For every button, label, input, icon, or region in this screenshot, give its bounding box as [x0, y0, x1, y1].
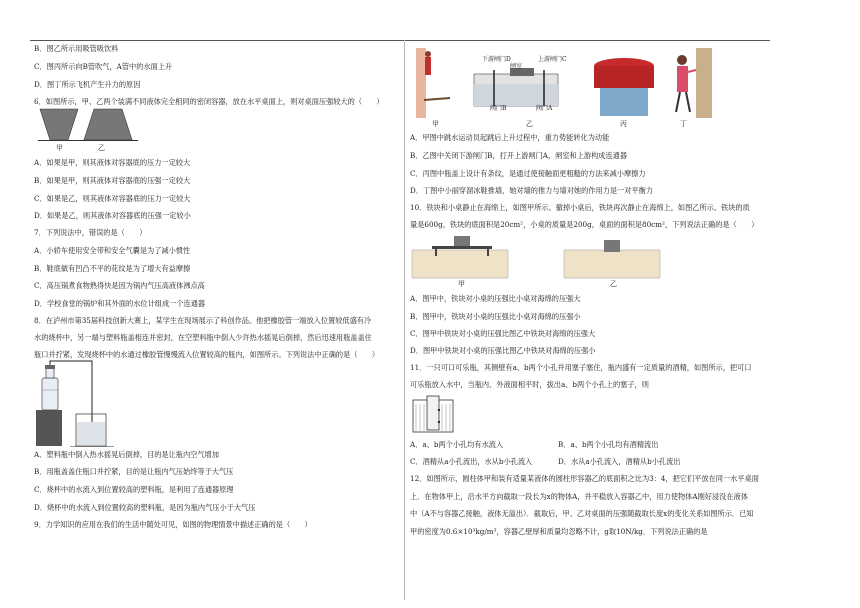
- coke-bottle: [427, 396, 439, 430]
- q10-option-c: C．图甲中铁块对小桌的压强比图乙中铁块对海绵的压强大: [410, 329, 596, 338]
- plastic-bottle: [42, 378, 58, 410]
- springboard: [424, 98, 450, 100]
- q10-stem-line1: 10．铁块和小桌静止在海绵上，如图甲所示。撤掉小桌后，铁块再次静止在海绵上，如图乙所示。铁块的质: [410, 203, 750, 212]
- q10-label-jia: 甲: [458, 280, 465, 288]
- q8-option-d: D．烧杯中的水流入到位置较高的塑料瓶，是因为瓶内气压小于大气压: [34, 503, 256, 512]
- sponge-yi: [564, 250, 660, 278]
- q11-bottle-in-water-figure: [412, 394, 456, 434]
- lock-label-a: 阀门A: [536, 105, 553, 112]
- water-bottle: [600, 88, 648, 116]
- small-table-top: [432, 246, 492, 249]
- q12-stem-line2: 上．在物体甲上，沿水平方向截取一段长为x的物体A，并平稳放入容器乙中，用力使物体A刚好浸没在液体: [410, 492, 748, 501]
- q9-label-jia: 甲: [432, 120, 439, 128]
- q9-option-d: D．丁图中小丽穿溜冰鞋推墙，她对墙的推力与墙对她的作用力是一对平衡力: [410, 186, 653, 195]
- q11-option-b: B．a、b两个小孔均有酒精流出: [558, 440, 659, 449]
- beaker-water: [77, 422, 105, 445]
- q7-stem: 7．下列说法中，错误的是（ ）: [34, 228, 147, 237]
- q8-stem-line2: 水的烧杯中，另一端与塑料瓶盖相连并密封，在空塑料瓶中倒入少许热水摇晃后倒掉，然后迅速用瓶盖盖住: [34, 333, 372, 342]
- q6-containers-figure: [38, 108, 138, 142]
- q5-option-d: D．图丁所示飞机产生升力的原因: [34, 80, 141, 89]
- q8-option-c: C．烧杯中的水流入到位置较高的塑料瓶，是利用了连通器原理: [34, 485, 234, 494]
- q5-option-c: C．图丙所示向B管吹气，A管中的水面上升: [34, 62, 173, 71]
- q9-stem: 9．力学知识的应用在我们的生活中随处可见，如图的物理情景中描述正确的是（ ）: [34, 520, 312, 529]
- q8-bottle-beaker-figure: [34, 360, 134, 448]
- container-yi: [84, 109, 132, 140]
- diving-board-background: [416, 48, 426, 118]
- q8-option-a: A．塑料瓶中倒入热水摇晃后倒掉，目的是让瓶内空气增加: [34, 450, 219, 459]
- q7-option-b: B．鞋底做有凹凸不平的花纹是为了增大有益摩擦: [34, 264, 191, 273]
- q10-option-a: A．图甲中，铁块对小桌的压强比小桌对海绵的压强大: [410, 294, 581, 303]
- q12-stem-line3: 中（A不与容器乙接触，液体无溢出）．截取后，甲、乙对桌面的压强随截取长度x的变化关系如图所示．已知: [410, 509, 754, 518]
- column-divider: [404, 40, 405, 600]
- skater-body: [677, 66, 688, 92]
- lock-label-b: 阀门B: [490, 105, 507, 112]
- q8-stem-line3: 瓶口并拧紧，发现烧杯中的水通过橡胶管慢慢流入位置较高的瓶内，如图所示。下列说法中正确的是（ ）: [34, 350, 380, 359]
- q6-label-jia: 甲: [56, 144, 63, 152]
- q5-option-b: B．图乙所示用吸管吸饮料: [34, 44, 119, 53]
- container-jia: [40, 109, 78, 140]
- q10-stem-line2: 量是600g，铁块的底面积是20cm²，小桌的质量是200g，桌面的面积是80cm²，下列说法正确的是（ ）: [410, 220, 759, 229]
- q9-option-a: A．甲图中跳水运动员起跳后上升过程中，重力势能转化为动能: [410, 133, 610, 142]
- q6-option-c: C．如果是乙，则其液体对容器底的压力一定较大: [34, 194, 191, 203]
- q8-option-b: B．用瓶盖盖住瓶口并拧紧，目的是让瓶内气压始终等于大气压: [34, 467, 234, 476]
- q11-stem-line2: 可乐瓶放入水中，当瓶内、外液面相平时，拔出a、b两个小孔上的塞子，则: [410, 380, 649, 389]
- q7-option-a: A．小轿车使用安全带和安全气囊是为了减小惯性: [34, 246, 191, 255]
- hole-b: [438, 421, 440, 423]
- iron-block-jia: [454, 236, 470, 246]
- lock-water: [474, 84, 558, 106]
- q6-label-yi: 乙: [98, 144, 105, 152]
- q6-option-d: D．如果是乙，则其液体对容器底的压强一定较小: [34, 211, 191, 220]
- q10-sponge-figure: [410, 234, 670, 280]
- q7-option-c: C．高压锅煮食物熟得快是因为锅内气压高液体沸点高: [34, 281, 205, 290]
- skater-arm: [688, 70, 696, 72]
- q9-label-ding: 丁: [680, 120, 687, 128]
- wall: [696, 48, 712, 118]
- q11-option-a: A．a、b两个小孔均有水流入: [410, 440, 504, 449]
- q9-option-c: C．丙图中瓶盖上设计有条纹，是通过使接触面更粗糙的方法来减小摩擦力: [410, 169, 646, 178]
- q12-stem-line1: 12．如图所示，圆柱体甲和装有适量某液体的圆柱形容器乙的底面积之比为3：4，把它们平放在同一水平桌面: [410, 474, 759, 483]
- bottle-cap: [45, 365, 55, 369]
- skater-leg-right: [686, 92, 690, 112]
- lock-label-d: 下游闸门D: [482, 56, 511, 63]
- skater-leg-left: [676, 92, 680, 112]
- diver-head: [425, 51, 431, 57]
- lock-label-c: 上游闸门C: [538, 56, 567, 63]
- q8-stem-line1: 8．在泸州市第35届科技创新大赛上，某学生在现场展示了科创作品。他把橡胶管一端放入位置较低盛有冷: [34, 316, 372, 325]
- q10-option-b: B．图甲中，铁块对小桌的压强比小桌对海绵的压强小: [410, 312, 581, 321]
- q6-option-a: A．如果是甲，则其液体对容器底的压力一定较大: [34, 158, 191, 167]
- hole-a: [438, 409, 440, 411]
- q10-option-d: D．图甲中铁块对小桌的压强比图乙中铁块对海绵的压强小: [410, 346, 596, 355]
- skater-head: [677, 55, 687, 65]
- q12-stem-line4: 甲的密度为0.6×10³kg/m³，容器乙壁厚和质量均忽略不计，g取10N/kg．下列说法正确的是: [410, 527, 708, 536]
- q6-option-b: B．如果是甲，则其液体对容器底的压强一定较大: [34, 176, 191, 185]
- header-rule: [30, 40, 770, 41]
- q9-option-b: B．乙图中关闭下游闸门B，打开上游闸门A，闸室和上游构成连通器: [410, 151, 628, 160]
- diver-body: [425, 57, 431, 75]
- q11-option-d: D．水从a小孔流入，酒精从b小孔流出: [558, 457, 681, 466]
- iron-block-yi: [604, 240, 620, 252]
- q9-label-bing: 丙: [620, 120, 627, 128]
- bottle-stand: [36, 410, 62, 446]
- q10-label-yi: 乙: [610, 280, 617, 288]
- q7-option-d: D．学校食堂的锅炉和其外面的水位计组成一个连通器: [34, 299, 206, 308]
- cap-side: [594, 66, 654, 88]
- q11-option-c: C．酒精从a小孔流出，水从b小孔流入: [410, 457, 533, 466]
- q11-stem-line1: 11．一只可口可乐瓶，其侧壁有a、b两个小孔并用塞子塞住，瓶内盛有一定质量的酒精，如图所示，把可口: [410, 363, 752, 372]
- q6-stem: 6．如图所示，甲、乙两个装满不同液体完全相同的密闭容器，放在水平桌面上，则对桌面压强较大的（ ）: [34, 97, 384, 106]
- q9-label-yi: 乙: [526, 120, 533, 128]
- sponge-jia: [412, 250, 508, 278]
- bottle-neck: [46, 368, 54, 378]
- lock-label-chamber: 闸室: [510, 63, 523, 70]
